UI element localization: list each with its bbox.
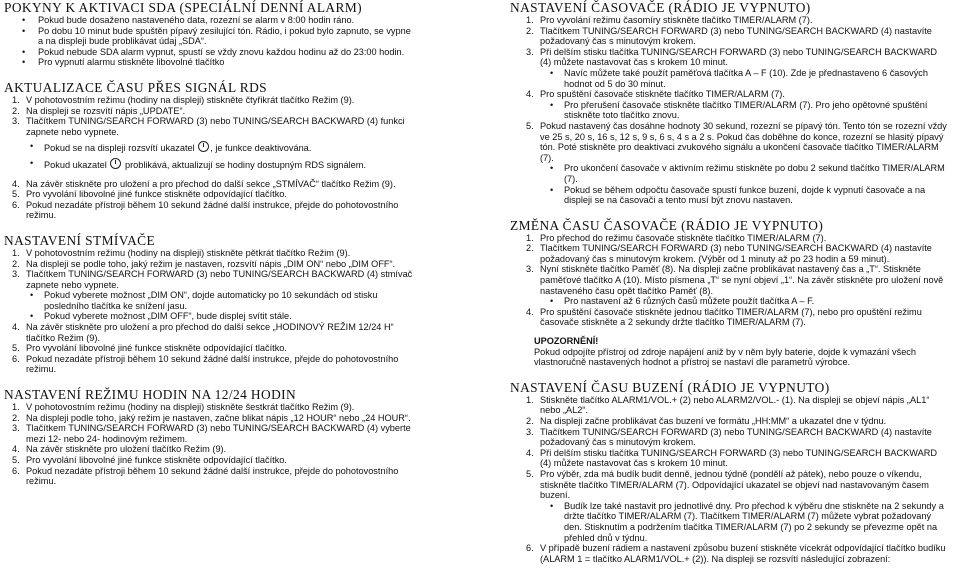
section-title-timer-change: ZMĚNA ČASU ČASOVAČE (RÁDIO JE VYPNUTO) — [510, 217, 824, 233]
list-item: 6. Pokud nezadáte přístroji během 10 sekund žádné další instrukce, přejde do pohotovostního režimu. — [12, 199, 399, 221]
clock-icon — [198, 141, 209, 152]
section-title-timer: NASTAVENÍ ČASOVAČE (RÁDIO JE VYPNUTO) — [510, 0, 811, 15]
rds-steps-cont — [4, 179, 414, 221]
rds-steps — [4, 95, 414, 137]
list-item: 3. Tlačítkem TUNING/SEARCH FORWARD (3) nebo TUNING/SEARCH BACKWARD (4) stmívač zapnete nebo vypnete. — [12, 269, 413, 290]
list-item: 4. Pro spuštění časovače stiskněte tlačítko TIMER/ALARM (7). — [526, 89, 785, 100]
timer-change-steps — [510, 233, 950, 328]
list-item: 2. Tlačítkem TUNING/SEARCH FORWARD (3) nebo TUNING/SEARCH BACKWARD (4) nastavíte požadovaný čas s minutovým krokem. — [526, 25, 932, 47]
warning-title: UPOZORNĚNÍ! — [534, 336, 599, 347]
list-item: 5. Pro vyvolání libovolné jiné funkce stiskněte odpovídající tlačítko. — [12, 189, 287, 200]
list-item: 2. Tlačítkem TUNING/SEARCH FORWARD (3) nebo TUNING/SEARCH BACKWARD (4) nastavíte požadovaný čas s minutovým krokem. (Výběr od 1 minuty až po 23 hodin a 59 minut). — [526, 243, 932, 264]
list-item: 2. Na displeji se rozsvítí nápis „UPDATE“. — [12, 105, 186, 116]
list-item: • Pokud vyberete možnost „DIM ON“, dojde automaticky po 10 sekundách od stisku posledního tlačítka ke snížení jasu. — [30, 290, 378, 311]
rds-indicator-list — [4, 141, 414, 170]
left-column — [4, 0, 414, 487]
list-item: 3. Tlačítkem TUNING/SEARCH FORWARD (3) nebo TUNING/SEARCH BACKWARD (4) vyberte mezi 12- nebo 24- hodinovým režimem. — [12, 423, 411, 444]
list-item: 6. Pokud nezadáte přístroji během 10 sekund žádné další instrukce, přejde do pohotovostního režimu. — [12, 353, 399, 375]
section-title-alarm: NASTAVENÍ ČASU BUZENÍ (RÁDIO JE VYPNUTO) — [510, 379, 830, 395]
list-item: 3. Při delším stisku tlačítka TUNING/SEARCH FORWARD (3) nebo TUNING/SEARCH BACKWARD (4) můžete nastavovat čas s krokem 10 minut. — [526, 46, 938, 68]
sda-bullet-list — [4, 15, 414, 68]
list-item: 5. Pro výběr, zda má budík budit denně, jednou týdně (pondělí až pátek), nebo pouze o víkendu, stiskněte tlačítko TIMER/ALARM (7). Odpovídající ukazatel se objeví nad nastavovaným časem buzení. — [526, 468, 929, 501]
list-item: • Budík lze také nastavit pro jednotlivé dny. Pro přechod k výběru dne stiskněte na 2 sekundy a držte tlačítko TIMER/ALARM (7). Tlačítkem TIMER/ALARM (7) můžete vybrat požadovaný den. Stisknutím a podržením tlačítka TIMER/ALARM (7) po 2 sekundy se převezme opět na přehled dnů v týdnu. — [550, 500, 944, 543]
clock-icon — [110, 158, 121, 169]
list-item: • Pokud se během odpočtu časovače spustí funkce buzení, dojde k vypnutí časovače a na displeji se na časovači a tento musí být znovu nastaven. — [550, 184, 926, 206]
section-title-rds: AKTUALIZACE ČASU PŘES SIGNÁL RDS — [4, 79, 268, 95]
list-item: 4. Na závěr stiskněte pro uložení tlačítko Režim (9). — [12, 444, 227, 455]
section-title-dimmer: NASTAVENÍ STMÍVAČE — [4, 232, 156, 248]
list-item: 6. V případě buzení rádiem a nastavení způsobu buzení stiskněte vícekrát odpovídající tlačítko budíku (ALARM 1 = tlačítko ALARM1/VOL.+ (2)). Na displeji se rozsvítí následující zobrazení: — [526, 543, 946, 564]
warning-text: Pokud odpojíte přístroj od zdroje napájení aniž by v něm byly baterie, dojde k vymazání všech vlastnoručně nastavených hodnot a přístroj se nastaví dle parametrů výrobce. — [534, 346, 917, 368]
list-item: • Pokud se na displeji rozsvítí ukazatel , je funkce deaktivována. — [30, 141, 312, 154]
list-item: 4. Při delším stisku tlačítka TUNING/SEARCH FORWARD (3) nebo TUNING/SEARCH BACKWARD (4) můžete nastavovat čas s krokem 10 minut. — [526, 447, 938, 469]
list-item: 1. V pohotovostním režimu (hodiny na displeji) stiskněte šestkrát tlačítko Režim (9). — [12, 402, 355, 413]
alarm-steps — [510, 395, 950, 565]
list-item: • Pokud vyberete možnost „DIM OFF“, bude displej svítit stále. — [30, 311, 292, 322]
list-item: 3. Tlačítkem TUNING/SEARCH FORWARD (3) nebo TUNING/SEARCH BACKWARD (4) funkci zapnete nebo vypnete. — [12, 116, 405, 137]
list-item: 3. Nyní stiskněte tlačítko Paměť (8). Na displeji začne problikávat nastavený čas a „T“. Stiskněte paměťové tlačítko A (10). Místo písmena „T“ se nyní objeví „1“. Na závěr stiskněte pro uložení nově nastaveného času opět tlačítko Paměť (8). — [526, 264, 944, 296]
list-item: 2. Na displeji se podle toho, jaký režim je nastaven, rozsvítí nápis „DIM ON“ nebo „DIM OFF“. — [12, 258, 396, 269]
list-item: 4. Pro spuštění časovače stiskněte jednou tlačítko TIMER/ALARM (7), nebo pro opuštění režimu časovače stiskněte a 2 sekundy držte tlačítko TIMER/ALARM (7). — [526, 306, 922, 328]
timer-steps — [510, 15, 950, 206]
list-item: • Pokud bude dosaženo nastaveného data, rozezní se alarm v 8:00 hodin ráno. — [22, 15, 355, 25]
list-item: 4. Na závěr stiskněte pro uložení a pro přechod do další sekce „STMÍVAČ“ tlačítko Režim (9). — [12, 178, 396, 189]
list-item: 5. Pro vyvolání libovolné jiné funkce stiskněte odpovídající tlačítko. — [12, 343, 287, 354]
list-item: 1. V pohotovostním režimu (hodiny na displeji) stiskněte čtyřikrát tlačítko Režim (9). — [12, 94, 355, 105]
list-item: 5. Pokud nastavený čas dosáhne hodnoty 30 sekund, rozezní se pípavý tón. Tento tón se rozezní vždy ve 25 s, 20 s, 16 s, 12 s, 9 s, 6 s, 4 s a 2 s. Pokud čas doběhne do konce, rozezní se hlasitý pípavý tón. Poté stiskněte pro deaktivaci zvukového signálu a ukončení časovače tlačítko TIMER/ALARM (7). — [526, 120, 947, 163]
list-item: 5. Pro vyvolání libovolné jiné funkce stiskněte odpovídající tlačítko. — [12, 455, 287, 465]
list-item: • Po dobu 10 minut bude spuštěn pípavý zesilující tón. Rádio, i pokud bylo zapnuto, se vypne a na displeji bude problikávat údaj „SDA“. — [22, 25, 411, 47]
list-item: • Pro nastavení až 6 různých časů můžete použít tlačítka A – F. — [550, 296, 815, 307]
list-item: 1. Pro přechod do režimu časovače stiskněte tlačítko TIMER/ALARM (7). — [526, 232, 827, 243]
list-item: 3. Tlačítkem TUNING/SEARCH FORWARD (3) nebo TUNING/SEARCH BACKWARD (4) nastavíte požadovaný čas s minutovým krokem. — [526, 426, 932, 448]
list-item: 1. Pro vyvolání režimu časomíry stiskněte tlačítko TIMER/ALARM (7). — [526, 15, 813, 25]
list-item: • Pokud ukazatel problikává, aktualizují se hodiny dostupným RDS signálem. — [30, 157, 366, 170]
section-title-12-24: NASTAVENÍ REŽIMU HODIN NA 12/24 HODIN — [4, 387, 297, 403]
dimmer-steps — [4, 248, 414, 375]
section-title-sda: POKYNY K AKTIVACI SDA (SPECIÁLNÍ DENNÍ ALARM) — [4, 0, 362, 15]
list-item: • Navíc můžete také použít paměťová tlačítka A – F (10). Zde je přednastaveno 6 časových hodnot od 5 do 30 minut. — [550, 67, 928, 89]
list-item: 4. Na závěr stiskněte pro uložení a pro přechod do další sekce „HODINOVÝ REŽIM 12/24 H“ tlačítko Režim (9). — [12, 322, 394, 343]
hour-mode-steps — [4, 402, 414, 487]
list-item: 2. Na displeji začne problikávat čas buzení ve formátu „HH:MM“ a ukazatel dne v týdnu. — [526, 416, 887, 426]
list-item: • Pro přerušení časovače stiskněte tlačítko TIMER/ALARM (7). Pro jeho opětovné spuštění stiskněte toto tlačítko znovu. — [550, 99, 928, 121]
list-item: 6. Pokud nezadáte přístroji během 10 sekund žádné další instrukce, přejde do pohotovostního režimu. — [12, 465, 399, 487]
list-item: • Pokud nebude SDA alarm vypnut, spustí se vždy znovu každou hodinu až do 23:00 hodin. — [22, 46, 405, 57]
list-item: 2. Na displeji podle toho, jaký režim je nastaven, začne blikat nápis „12 HOUR“ nebo „24 HOUR“. — [12, 412, 411, 423]
list-item: 1. Stiskněte tlačítko ALARM1/VOL.+ (2) nebo ALARM2/VOL.- (1). Na displeji se objeví nápis „AL1“ nebo „AL2“. — [526, 394, 930, 416]
right-column — [510, 0, 950, 564]
list-item: • Pro vypnutí alarmu stiskněte libovolné tlačítko — [22, 57, 225, 68]
list-item: • Pro ukončení časovače v aktivním režimu stiskněte po dobu 2 sekund tlačítko TIMER/ALARM (7). — [550, 163, 945, 184]
list-item: 1. V pohotovostním režimu (hodiny na displeji) stiskněte pětkrát tlačítko Režim (9). — [12, 247, 351, 258]
